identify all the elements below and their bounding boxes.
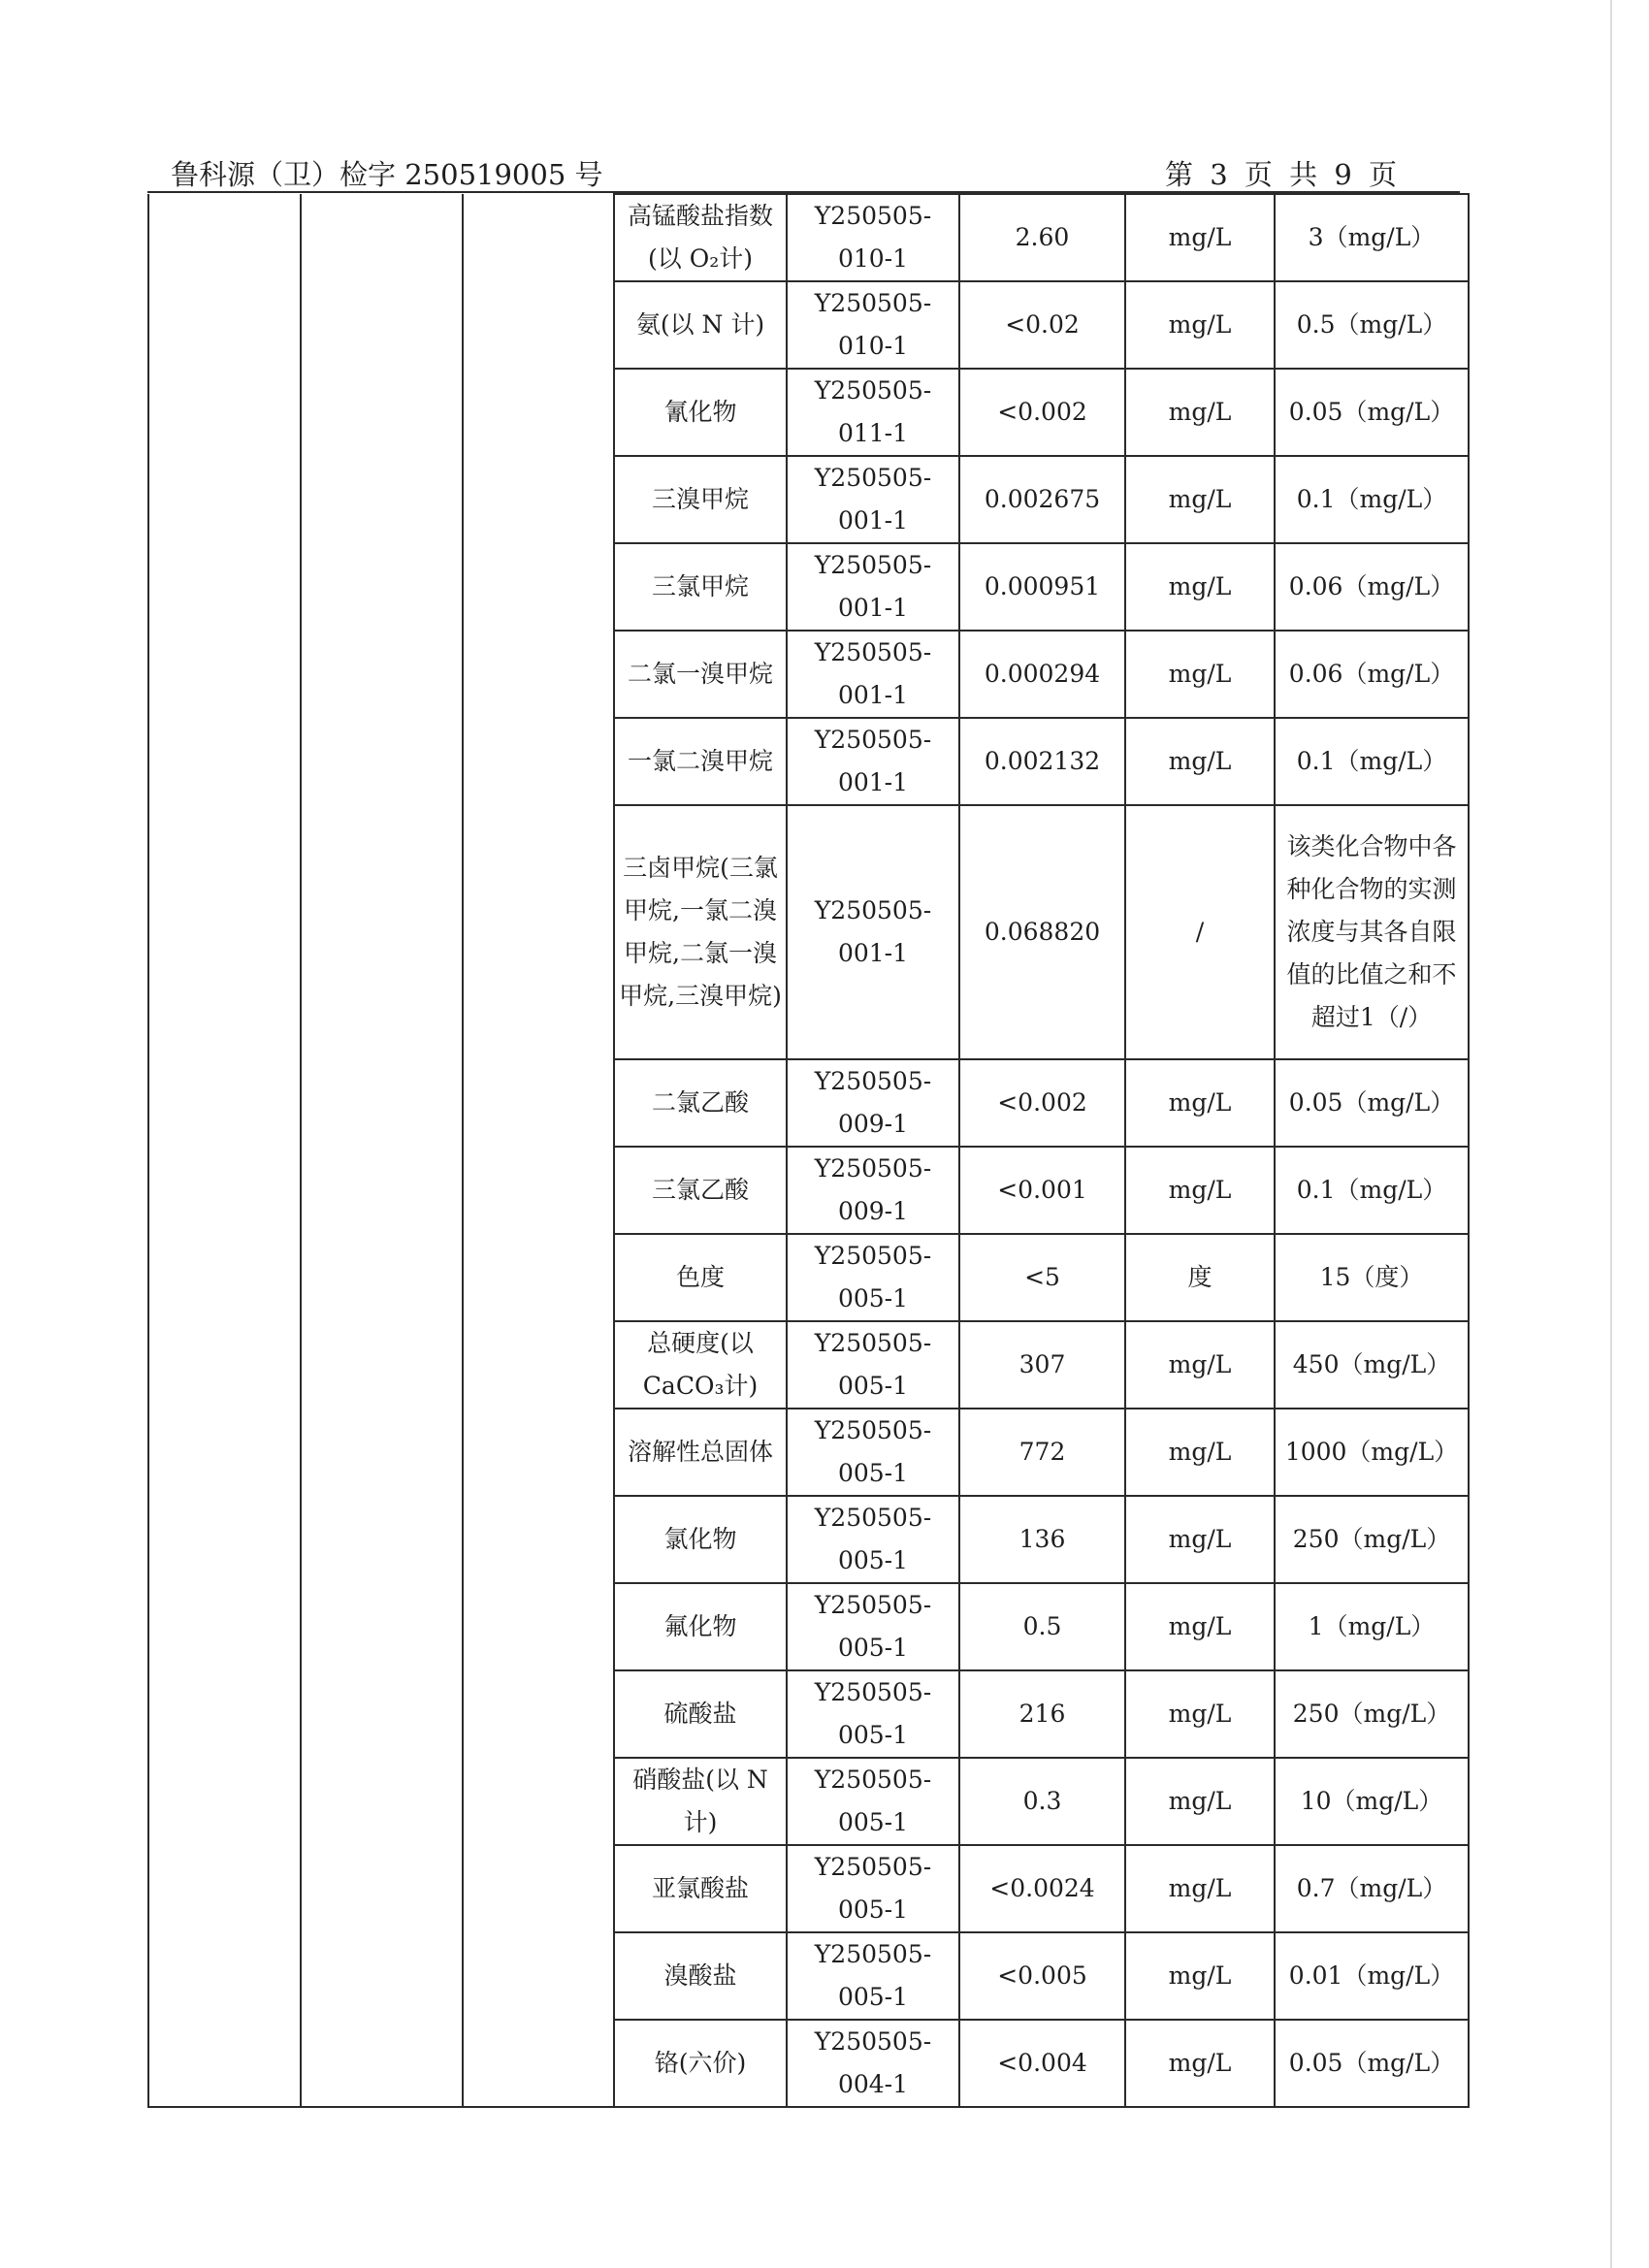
sample-id-cell: Y250505-005-1	[787, 1758, 959, 1845]
result-cell: <0.001	[959, 1147, 1125, 1234]
sample-id-cell: Y250505-005-1	[787, 1496, 959, 1583]
limit-cell: 0.5（mg/L）	[1275, 281, 1469, 369]
result-cell: <0.02	[959, 281, 1125, 369]
result-cell: 307	[959, 1321, 1125, 1409]
sample-id-cell: Y250505-001-1	[787, 631, 959, 718]
side-seal-mark	[1540, 582, 1575, 902]
result-cell: 2.60	[959, 194, 1125, 281]
limit-cell: 0.05（mg/L）	[1275, 1059, 1469, 1147]
limit-cell: 450（mg/L）	[1275, 1321, 1469, 1409]
sample-id-cell: Y250505-001-1	[787, 718, 959, 805]
sample-id-cell: Y250505-005-1	[787, 1670, 959, 1758]
limit-cell: 1（mg/L）	[1275, 1583, 1469, 1670]
test-item-cell: 亚氯酸盐	[614, 1845, 787, 1932]
unit-cell: mg/L	[1125, 194, 1275, 281]
page-header	[171, 153, 1414, 194]
result-cell: <0.004	[959, 2020, 1125, 2107]
sample-id-cell: Y250505-005-1	[787, 1845, 959, 1932]
unit-cell: mg/L	[1125, 1059, 1275, 1147]
test-item-cell: 氟化物	[614, 1583, 787, 1670]
test-item-cell: 氯化物	[614, 1496, 787, 1583]
sample-id-cell: Y250505-010-1	[787, 281, 959, 369]
unit-cell: mg/L	[1125, 1845, 1275, 1932]
test-item-cell: 铬(六价)	[614, 2020, 787, 2107]
unit-cell: mg/L	[1125, 718, 1275, 805]
unit-cell: mg/L	[1125, 1496, 1275, 1583]
sample-id-cell: Y250505-001-1	[787, 456, 959, 543]
test-item-cell: 二氯乙酸	[614, 1059, 787, 1147]
unit-cell: mg/L	[1125, 456, 1275, 543]
result-cell: 0.000951	[959, 543, 1125, 631]
unit-cell: mg/L	[1125, 543, 1275, 631]
sample-id-cell: Y250505-005-1	[787, 1321, 959, 1409]
report-number: 鲁科源（卫）检字 250519005 号	[171, 158, 603, 191]
unit-cell: 度	[1125, 1234, 1275, 1321]
unit-cell: mg/L	[1125, 1932, 1275, 2020]
limit-cell: 10（mg/L）	[1275, 1758, 1469, 1845]
test-item-cell: 溶解性总固体	[614, 1409, 787, 1496]
sample-id-cell: Y250505-010-1	[787, 194, 959, 281]
unit-cell: mg/L	[1125, 2020, 1275, 2107]
sample-id-cell: Y250505-011-1	[787, 369, 959, 456]
merged-category-cell-2	[301, 194, 463, 2107]
limit-cell: 0.1（mg/L）	[1275, 718, 1469, 805]
test-item-cell: 三氯甲烷	[614, 543, 787, 631]
test-item-cell: 色度	[614, 1234, 787, 1321]
unit-cell: mg/L	[1125, 1583, 1275, 1670]
sample-id-cell: Y250505-001-1	[787, 805, 959, 1059]
test-item-cell: 氰化物	[614, 369, 787, 456]
unit-cell: mg/L	[1125, 1147, 1275, 1234]
unit-cell: mg/L	[1125, 1321, 1275, 1409]
sample-id-cell: Y250505-009-1	[787, 1059, 959, 1147]
test-item-cell: 溴酸盐	[614, 1932, 787, 2020]
result-cell: 216	[959, 1670, 1125, 1758]
limit-cell: 1000（mg/L）	[1275, 1409, 1469, 1496]
result-cell: 0.000294	[959, 631, 1125, 718]
result-cell: 0.5	[959, 1583, 1125, 1670]
limit-cell: 0.7（mg/L）	[1275, 1845, 1469, 1932]
merged-category-cell-1	[148, 194, 301, 2107]
sample-id-cell: Y250505-005-1	[787, 1583, 959, 1670]
test-item-cell: 高锰酸盐指数(以 O₂计)	[614, 194, 787, 281]
scan-edge	[1610, 0, 1612, 2268]
merged-category-cell-3	[463, 194, 614, 2107]
result-cell: 0.002132	[959, 718, 1125, 805]
test-item-cell: 氨(以 N 计)	[614, 281, 787, 369]
result-cell: <0.002	[959, 369, 1125, 456]
test-item-cell: 三卤甲烷(三氯甲烷,一氯二溴甲烷,二氯一溴甲烷,三溴甲烷)	[614, 805, 787, 1059]
limit-cell: 0.1（mg/L）	[1275, 1147, 1469, 1234]
sample-id-cell: Y250505-005-1	[787, 1409, 959, 1496]
limit-cell: 0.06（mg/L）	[1275, 631, 1469, 718]
sample-id-cell: Y250505-009-1	[787, 1147, 959, 1234]
sample-id-cell: Y250505-005-1	[787, 1234, 959, 1321]
result-cell: 136	[959, 1496, 1125, 1583]
limit-cell: 该类化合物中各种化合物的实测浓度与其各自限值的比值之和不超过1（/）	[1275, 805, 1469, 1059]
test-item-cell: 硝酸盐(以 N 计)	[614, 1758, 787, 1845]
limit-cell: 3（mg/L）	[1275, 194, 1469, 281]
result-cell: <0.0024	[959, 1845, 1125, 1932]
result-cell: 0.3	[959, 1758, 1125, 1845]
test-item-cell: 总硬度(以 CaCO₃计)	[614, 1321, 787, 1409]
sample-id-cell: Y250505-005-1	[787, 1932, 959, 2020]
result-cell: 772	[959, 1409, 1125, 1496]
unit-cell: mg/L	[1125, 1670, 1275, 1758]
sample-id-cell: Y250505-004-1	[787, 2020, 959, 2107]
unit-cell: mg/L	[1125, 369, 1275, 456]
unit-cell: /	[1125, 805, 1275, 1059]
limit-cell: 250（mg/L）	[1275, 1670, 1469, 1758]
results-table	[147, 193, 1470, 2108]
test-item-cell: 三氯乙酸	[614, 1147, 787, 1234]
test-item-cell: 一氯二溴甲烷	[614, 718, 787, 805]
result-cell: <0.005	[959, 1932, 1125, 2020]
sample-id-cell: Y250505-001-1	[787, 543, 959, 631]
result-cell: 0.002675	[959, 456, 1125, 543]
unit-cell: mg/L	[1125, 1409, 1275, 1496]
limit-cell: 15（度）	[1275, 1234, 1469, 1321]
test-item-cell: 二氯一溴甲烷	[614, 631, 787, 718]
result-cell: <5	[959, 1234, 1125, 1321]
unit-cell: mg/L	[1125, 1758, 1275, 1845]
table-row	[148, 194, 1469, 281]
result-cell: <0.002	[959, 1059, 1125, 1147]
test-item-cell: 三溴甲烷	[614, 456, 787, 543]
unit-cell: mg/L	[1125, 281, 1275, 369]
limit-cell: 0.06（mg/L）	[1275, 543, 1469, 631]
result-cell: 0.068820	[959, 805, 1125, 1059]
limit-cell: 0.05（mg/L）	[1275, 369, 1469, 456]
limit-cell: 0.1（mg/L）	[1275, 456, 1469, 543]
limit-cell: 250（mg/L）	[1275, 1496, 1469, 1583]
limit-cell: 0.05（mg/L）	[1275, 2020, 1469, 2107]
unit-cell: mg/L	[1125, 631, 1275, 718]
test-item-cell: 硫酸盐	[614, 1670, 787, 1758]
limit-cell: 0.01（mg/L）	[1275, 1932, 1469, 2020]
page-indicator: 第 3 页 共 9 页	[1165, 158, 1401, 191]
